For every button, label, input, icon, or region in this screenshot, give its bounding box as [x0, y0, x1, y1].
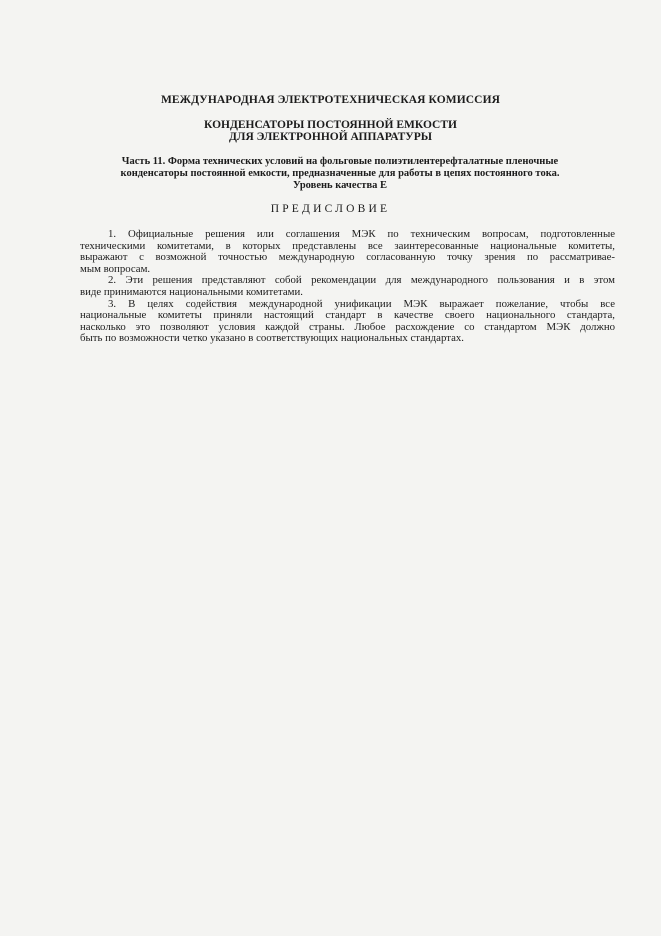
paragraph-line: виде принимаются национальными комитетами. [80, 286, 303, 298]
paragraph-line: мым вопросам. [80, 263, 151, 275]
paragraph-3 [80, 299, 615, 345]
part-title-line-1: Часть 11. Форма технических условий на фольговые полиэтилентерефталатные пленочные [121, 156, 559, 167]
paragraph-line: быть по возможности четко указано в соответствующих национальных стандартах. [80, 333, 464, 345]
paragraph-1 [80, 229, 615, 275]
preface-heading: ПРЕДИСЛОВИЕ [270, 203, 391, 215]
part-title [95, 156, 585, 192]
paragraph-line: национальные комитеты приняли настоящий стандарт в качестве своего национального стандарта, [80, 310, 615, 322]
paragraph-line: 2. Эти решения представляют собой рекомендации для международного пользования и в этом [108, 275, 615, 287]
paragraph-line: 3. В целях содействия международной унификации МЭК выражает пожелание, чтобы все [108, 298, 615, 310]
standard-title [0, 119, 661, 143]
part-title-line-2: конденсаторы постоянной емкости, предназначенные для работы в цепях постоянного тока. [120, 168, 560, 179]
standard-title-line-2: ДЛЯ ЭЛЕКТРОННОЙ АППАРАТУРЫ [228, 131, 433, 143]
paragraph-2 [80, 275, 615, 298]
paragraph-line: 1. Официальные решения или соглашения МЭК по техническим вопросам, подготовленные [108, 229, 615, 240]
organization-name: МЕЖДУНАРОДНАЯ ЭЛЕКТРОТЕХНИЧЕСКАЯ КОМИССИЯ [160, 94, 501, 106]
paragraph-line: выражают с возможной точностью международную согласованную точку зрения по рассматривае- [80, 252, 615, 264]
standard-title-line-1: КОНДЕНСАТОРЫ ПОСТОЯННОЙ ЕМКОСТИ [204, 119, 457, 131]
preface-body [80, 229, 615, 345]
paragraph-line: насколько это позволяют условия каждой страны. Любое расхождение со стандартом МЭК должно [80, 321, 615, 333]
part-title-line-3: Уровень качества Е [292, 180, 388, 191]
paragraph-line: техническими комитетами, в которых представлены все заинтересованные национальные комитеты, [80, 240, 615, 252]
